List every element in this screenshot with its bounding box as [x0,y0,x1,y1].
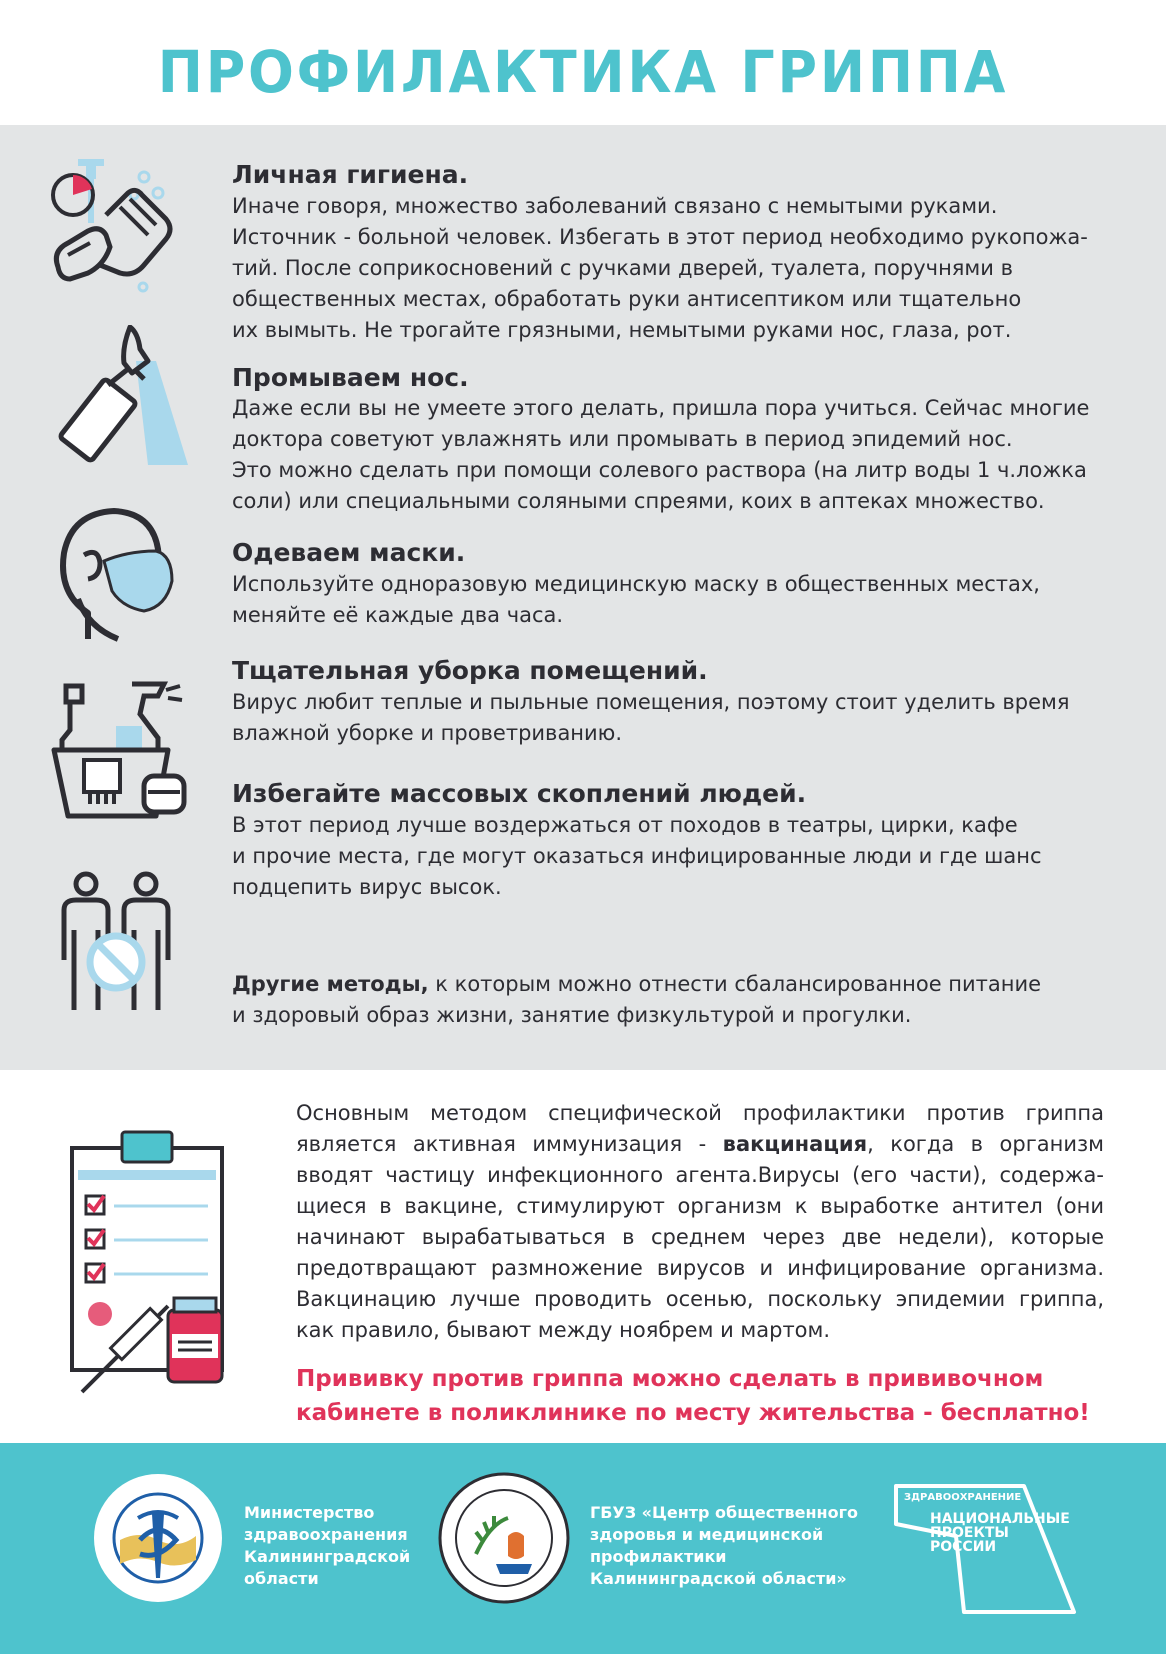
national-projects-name: НАЦИОНАЛЬНЫЕ ПРОЕКТЫ РОССИИ [930,1511,1070,1555]
vaccination-free-note: Прививку против гриппа можно сделать в прививочном кабинете в поликлинике по месту жительства - бесплатно! [296,1366,1090,1426]
other-methods-text: Другие методы, к которым можно отнести сбалансированное питание и здоровый образ жизни, занятие физкультурой и прогулки. [232,972,1042,1027]
cleaning-supplies-icon [48,680,188,820]
tip-body-crowds: В этот период лучше воздержаться от походов в театры, цирки, кафе и прочие места, где могут оказаться инфицированные люди и где шанс подцепить вирус высок. [232,813,1042,899]
tip-heading-masks: Одеваем маски. [232,538,466,567]
tip-body-nose: Даже если вы не умеете этого делать, пришла пора учиться. Сейчас многие доктора советуют увлажнять или промывать в период эпидемий нос. Это можно сделать при помощи солевого раствора (на литр воды 1 ч.ложка соли) или специальными соляными спреями, коих в аптеках множество. [232,396,1090,513]
vaccination-text: Основным методом специфической профилактики против гриппа является активная иммунизация - вакцинация, когда в организм вводят частицу инфекционного агента.Вирусы (его части), содержа- щиеся в вакцине, стимулируют организм к выработке антител (они начинают вырабатываться в среднем через две недели), которые предотвращают размножение вирусов и инфицирование организма. Вакцинацию лучше проводить осенью, поскольку эпидемии гриппа, как правило, бывают между ноябрем и мартом. [296,1101,1105,1342]
tip-heading-cleaning: Тщательная уборка помещений. [232,656,708,685]
health-center-name: ГБУЗ «Центр общественного здоровья и медицинской профилактики Калининградской области» [590,1503,858,1588]
health-center-emblem-icon [436,1470,572,1606]
ministry-name: Министерство здравоохранения Калининградской области [244,1503,411,1588]
hand-washing-icon [48,155,188,295]
tip-heading-nose: Промываем нос. [232,363,469,392]
ministry-emblem-icon [90,1470,226,1606]
national-projects-small-label: ЗДРАВООХРАНЕНИЕ [904,1492,1022,1503]
tip-body-cleaning: Вирус любит теплые и пыльные помещения, поэтому стоит уделить время влажной уборке и проветриванию. [232,690,1070,745]
tip-body-masks: Используйте одноразовую медицинскую маску в общественных местах, меняйте её каждые два часа. [232,572,1040,627]
face-mask-icon [48,503,188,643]
tips-panel [0,125,1166,1070]
nasal-spray-icon [48,325,188,465]
tip-heading-hygiene: Личная гигиена. [232,160,469,189]
no-crowds-icon [48,870,188,1010]
tip-heading-crowds: Избегайте массовых скоплений людей. [232,779,807,808]
tip-body-hygiene: Иначе говоря, множество заболеваний связано с немытыми руками. Источник - больной человек. Избегать в этот период необходимо рукопожа- тий. После соприкосновений с ручками дверей, туалета, поручнями в общественных местах, обработать руки антисептиком или тщательно их вымыть. Не трогайте грязными, немытыми руками нос, глаза, рот. [232,194,1088,342]
vaccination-checklist-icon [68,1130,238,1406]
page-title: ПРОФИЛАКТИКА ГРИППА [157,38,1009,106]
